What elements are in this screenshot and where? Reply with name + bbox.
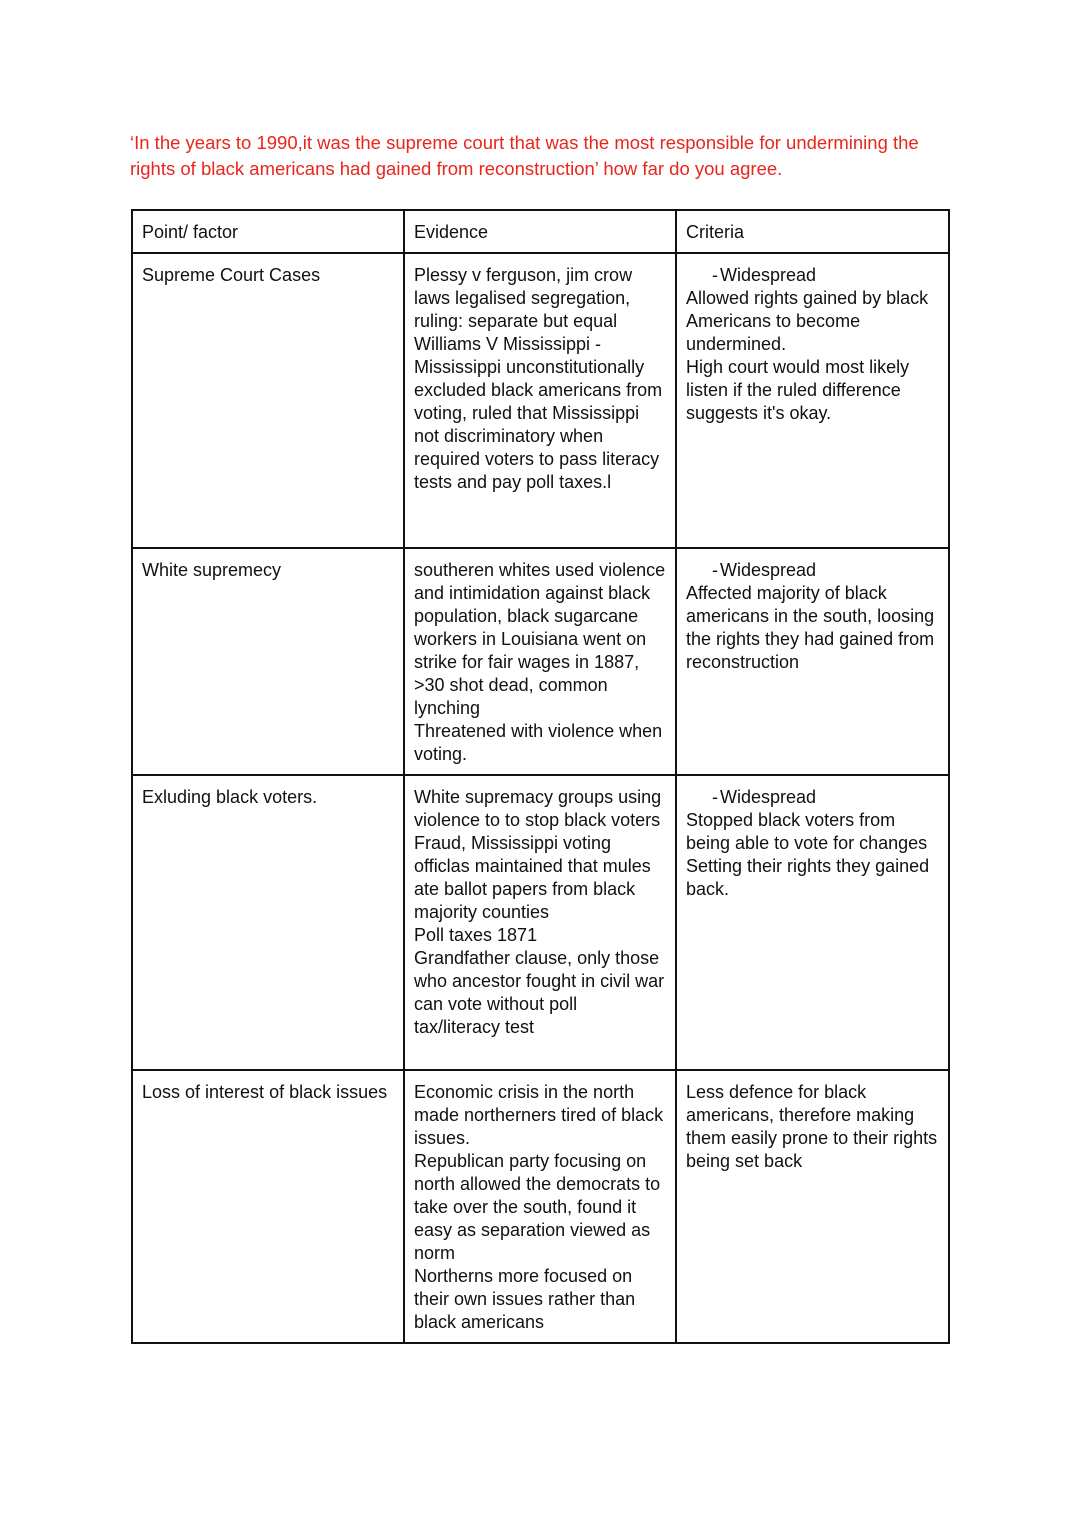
point-text: Exluding black voters. [142, 787, 318, 807]
table-row [132, 1070, 949, 1343]
evidence-line: Fraud, Mississippi voting officlas maintained that mules ate ballot papers from black majority counties [414, 833, 651, 922]
criteria-cell [676, 548, 949, 775]
criteria-line: Stopped black voters from being able to vote for changes [686, 810, 928, 853]
criteria-line: Setting their rights they gained back. [686, 856, 930, 899]
point-cell [132, 548, 404, 775]
criteria-bullet [686, 264, 940, 287]
table-row [132, 253, 949, 548]
criteria-bullet-text: Widespread [720, 787, 817, 807]
table-row [132, 548, 949, 775]
evidence-line: Williams V Mississippi - Mississippi unconstitutionally excluded black americans from voting, ruled that Mississippi not discriminatory when required voters to pass literacy tests and pay poll taxes.l [414, 334, 663, 492]
criteria-line: Affected majority of black americans in the south, loosing the rights they had gained from reconstruction [686, 583, 935, 672]
evidence-line: Northerns more focused on their own issues rather than black americans [414, 1266, 636, 1332]
essay-question: ‘In the years to 1990,it was the supreme court that was the most responsible for undermining the rights of black americans had gained from reconstruction’ how far do you agree. [130, 132, 919, 179]
header-criteria: Criteria [676, 210, 949, 253]
point-text: White supremecy [142, 560, 282, 580]
essay-plan-table [131, 209, 950, 1344]
evidence-cell [404, 548, 676, 775]
point-cell [132, 253, 404, 548]
evidence-line: Grandfather clause, only those who ancestor fought in civil war can vote without poll tax/literacy test [414, 948, 665, 1037]
criteria-line: Less defence for black americans, therefore making them easily prone to their rights being set back [686, 1082, 938, 1171]
evidence-line: White supremacy groups using violence to to stop black voters [414, 787, 662, 830]
criteria-cell [676, 775, 949, 1070]
evidence-line: Republican party focusing on north allowed the democrats to take over the south, found it easy as separation viewed as norm [414, 1151, 661, 1263]
criteria-cell [676, 253, 949, 548]
evidence-line: southeren whites used violence and intimidation against black population, black sugarcane workers in Louisiana went on strike for fair wages in 1887, >30 shot dead, common lynching [414, 560, 666, 718]
evidence-line: Plessy v ferguson, jim crow laws legalised segregation, ruling: separate but equal [414, 265, 633, 331]
header-point-factor: Point/ factor [132, 210, 404, 253]
point-text: Supreme Court Cases [142, 265, 321, 285]
evidence-cell [404, 253, 676, 548]
point-cell [132, 1070, 404, 1343]
table-row [132, 775, 949, 1070]
criteria-line: High court would most likely listen if the ruled difference suggests it's okay. [686, 357, 910, 423]
evidence-cell [404, 775, 676, 1070]
evidence-cell [404, 1070, 676, 1343]
table-header-row [132, 210, 949, 253]
criteria-cell [676, 1070, 949, 1343]
criteria-bullet [686, 559, 940, 582]
evidence-line: Economic crisis in the north made northerners tired of black issues. [414, 1082, 664, 1148]
criteria-bullet-text: Widespread [720, 265, 817, 285]
evidence-line: Poll taxes 1871 [414, 925, 538, 945]
evidence-line: Threatened with violence when voting. [414, 721, 663, 764]
criteria-bullet-text: Widespread [720, 560, 817, 580]
criteria-bullet [686, 786, 940, 809]
criteria-line: Allowed rights gained by black Americans to become undermined. [686, 288, 929, 354]
point-text: Loss of interest of black issues [142, 1082, 388, 1102]
point-cell [132, 775, 404, 1070]
header-evidence: Evidence [404, 210, 676, 253]
